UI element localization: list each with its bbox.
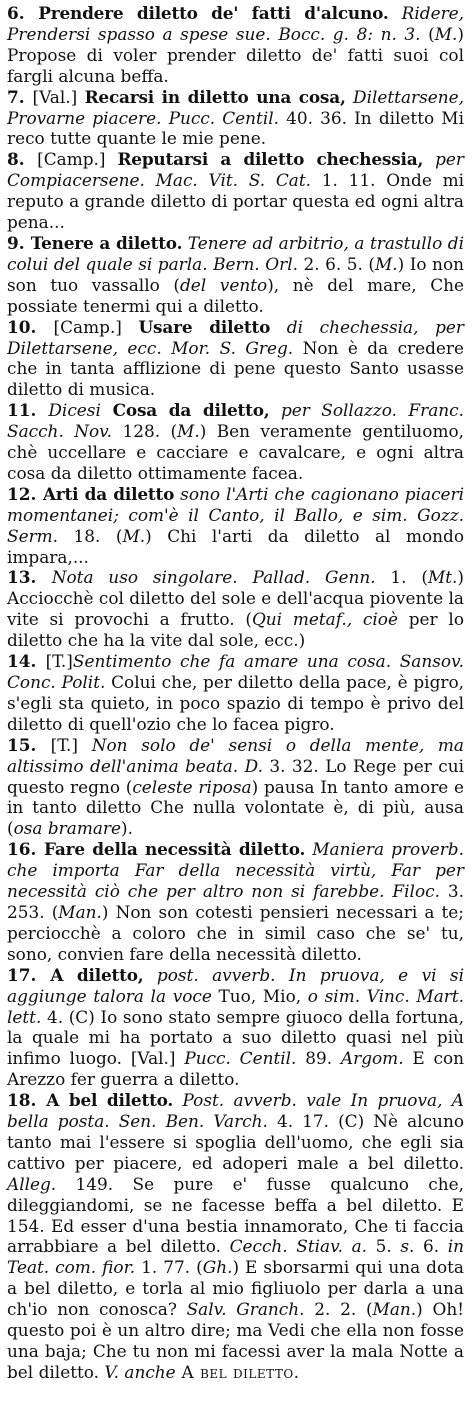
italic-text: di chechessia, per Dilettarsene, ecc. Mor. S. Greg. <box>7 316 464 358</box>
entry-number: 8. <box>7 149 38 170</box>
dictionary-entry-e11 <box>7 400 464 484</box>
body-text: per lo diletto che ha la vite dal sole, ecc.) <box>7 609 464 651</box>
body-text: 128. ( <box>112 421 178 442</box>
body-text: 149. Se pure e' fusse qualcuno che, dileggiandomi, se ne facesse beffa a bel diletto. E 154. Ed esser d'una bestia innamorato, Che ti faccia arrabbiare a bel diletto. <box>7 1173 464 1257</box>
italic-text: Man. <box>372 1299 417 1320</box>
body-text: ) Chi l'arti da diletto al mondo impara,... <box>7 525 464 567</box>
dictionary-entry-e17 <box>7 965 464 1090</box>
italic-text: Man. <box>58 901 102 922</box>
body-text: 4. 17. (C) Nè alcuno tanto mai l'essere si spoglia dell'uomo, che egli sia cattivo per piacere, ed adoperi male a bel diletto. <box>7 1111 464 1173</box>
entry-headword: Fare della necessità diletto. <box>44 839 306 860</box>
dictionary-entry-e15 <box>7 735 464 840</box>
dictionary-entry-e13 <box>7 567 464 651</box>
body-text: 1. 77. ( <box>135 1257 203 1278</box>
entry-number: 13. <box>7 567 52 588</box>
italic-text: osa bramare <box>13 818 121 839</box>
body-text: Tuo, Mio, <box>211 985 302 1006</box>
entry-number: 17. <box>7 964 51 985</box>
entry-number: 7. <box>7 86 33 107</box>
italic-text: Mt. <box>427 567 458 588</box>
italic-text: Gh. <box>202 1257 233 1278</box>
entry-headword: Prendere diletto de' fatti d'alcuno. <box>38 3 389 23</box>
body-text: [Val.] <box>32 86 85 107</box>
italic-text: Maniera proverb. che importa Far della necessità virtù, Far per necessità ciò che per altro non si farebbe. Filoc. <box>7 839 464 902</box>
dictionary-entry-e14 <box>7 651 464 735</box>
dictionary-entry-e9 <box>7 233 464 317</box>
entry-headword: Recarsi in diletto una cosa, <box>84 86 346 107</box>
body-text: 1. ( <box>375 567 428 588</box>
dictionary-entry-e7 <box>7 87 464 150</box>
body-text: ) Propose di voler prender diletto de' fatti suoi col fargli alcuna beffa. <box>7 23 464 86</box>
body-text: 1. 11. Onde mi reputo a grande diletto di portar questa ed ogni altra pena... <box>7 170 465 233</box>
italic-text: Post. avverb. vale In pruova, A bella posta. Sen. Ben. Varch. <box>7 1090 464 1132</box>
body-text: ) Oh! questo poi è un altro dire; ma Vedi che ella non fosse una baja; Che tu non mi facessi aver la mala Notte a bel diletto. <box>7 1299 464 1382</box>
body-text: Colui che, per diletto della pace, è pigro, s'egli sta quieto, in poco spazio di tempo è privo del diletto di quell'ozio che lo facea pigro. <box>7 672 464 734</box>
entry-number: 12. <box>7 483 43 504</box>
italic-text: Tenere ad arbitrio, a trastullo di colui del quale si parla. Bern. Orl. <box>7 232 465 274</box>
entry-number: 14. <box>7 651 46 672</box>
body-text: 40. 36. In diletto Mi reco tutte quante le mie pene. <box>7 107 464 149</box>
body-text: E con Arezzo fer guerra a diletto. <box>7 1048 465 1090</box>
body-text: 89. <box>296 1048 341 1069</box>
italic-text: M. <box>177 421 200 442</box>
body-text: 18. ( <box>58 525 123 546</box>
body-text: 2. 2. ( <box>304 1299 373 1320</box>
entry-number: 6. <box>7 3 39 23</box>
entry-headword: A diletto, <box>50 964 144 985</box>
body-text: 4. (C) Io sono stato sempre giuoco della fortuna, la quale mi ha portato a suo diletto quasi nel più infimo luogo. [Val.] <box>7 1006 464 1069</box>
entry-headword: Usare diletto <box>138 316 271 337</box>
italic-text: Ridere, Prendersi spasso a spese sue. Bocc. g. 8: n. 3. <box>7 3 465 44</box>
dictionary-entry-e10 <box>7 317 464 401</box>
entry-number: 18. <box>7 1090 47 1111</box>
italic-text: Qui metaf., cioè <box>251 609 398 630</box>
entry-number: 15. <box>7 734 51 755</box>
italic-text: o sim. Vinc. Mart. lett. <box>7 985 465 1027</box>
dictionary-entry-e12 <box>7 484 464 568</box>
italic-text: Dilettarsene, Provarne piacere. Pucc. Centil. <box>7 86 465 128</box>
body-text: [Camp.] <box>53 316 139 337</box>
italic-text: s. <box>400 1236 415 1257</box>
body-text: ), nè del mare, Che possiate tenermi qui a diletto. <box>7 274 465 316</box>
body-text: ) Ben veramente gentiluomo, chè uccellare e cacciare e cavalcare, e ogni altra cosa da diletto ottimamente facea. <box>7 421 464 483</box>
italic-text: per Compiacersene. Mac. Vit. S. Cat. <box>7 149 464 191</box>
entry-number: 16. <box>7 839 45 860</box>
dictionary-entry-e8 <box>7 149 464 233</box>
body-text: 3. 253. ( <box>7 881 464 922</box>
cross-reference: A bel diletto. <box>175 1361 300 1382</box>
italic-text: Cecch. Stiav. a. <box>229 1236 368 1257</box>
dictionary-entry-e18 <box>7 1090 464 1383</box>
body-text: ) E sborsarmi qui una dota a bel diletto, e torla al mio figliuolo per darla a una ch'io non conosca? <box>7 1257 464 1320</box>
body-text: ) Acciocchè col diletto del sole e dell'acqua piovente la vite si provochi a frutto. ( <box>7 567 464 630</box>
dictionary-entry-e6 <box>7 3 464 87</box>
body-text: ) Io non son tuo vassallo ( <box>7 253 464 295</box>
body-text: 2. 6. 5. ( <box>298 253 375 274</box>
body-text: ( <box>420 23 435 44</box>
dictionary-entry-e16 <box>7 839 464 964</box>
italic-text: Pucc. Centil. <box>184 1048 297 1069</box>
italic-text: Dicesi <box>48 400 101 421</box>
italic-text: sono l'Arti che cagionano piaceri momentanei; com'è il Canto, il Ballo, e sim. Gozz. Serm. <box>7 483 465 546</box>
italic-text: M. <box>122 525 146 546</box>
body-text: ) pausa In tanto amore e in tanto diletto Che nulla volontate è, di più, ausa ( <box>7 776 465 839</box>
italic-text: post. avverb. In pruova, e vi si aggiunge talora la voce <box>7 964 464 1006</box>
body-text: ). <box>120 818 133 839</box>
italic-text: Nota uso singolare. Pallad. Genn. <box>51 567 376 588</box>
italic-text: M. <box>434 23 458 44</box>
italic-text: Sentimento che fa amare una cosa. Sansov. Conc. Polit. <box>7 651 464 692</box>
italic-text: Alleg. <box>7 1173 57 1194</box>
italic-text: in Teat. com. fior. <box>7 1236 465 1278</box>
body-text: ) Non son cotesti pensieri necessari a te; perciocchè a coloro che in simil caso che se' tu, sono, convien fare della necessità diletto. <box>7 901 464 964</box>
body-text: 3. 32. Lo Rege per cui questo regno ( <box>7 755 464 797</box>
entry-headword: Tenere a diletto. <box>30 232 183 253</box>
entry-headword: Arti da diletto <box>42 483 175 504</box>
entry-number: 10. <box>7 316 54 337</box>
body-text: [T.] <box>50 734 92 755</box>
italic-text: del vento <box>179 274 268 295</box>
italic-text: M. <box>374 253 398 274</box>
italic-text: Argom. <box>340 1048 404 1069</box>
entry-headword: Cosa da diletto, <box>100 400 270 421</box>
italic-text: Non solo de' sensi o della mente, ma altissimo dell'anima beata. D. <box>7 734 464 776</box>
body-text: Non è da credere che in tanta afflizione di pene questo Santo usasse diletto di musica. <box>7 337 464 400</box>
body-text: 5. <box>367 1236 401 1257</box>
body-text: [Camp.] <box>37 149 118 170</box>
entry-headword: A bel diletto. <box>46 1090 174 1111</box>
italic-text: V. anche <box>104 1361 176 1382</box>
italic-text: per Sollazzo. Franc. Sacch. Nov. <box>7 400 464 442</box>
entry-number: 9. <box>7 232 31 253</box>
body-text: [T.] <box>45 651 73 672</box>
entry-number: 11. <box>7 400 49 421</box>
entry-headword: Reputarsi a diletto chechessia, <box>117 149 424 170</box>
italic-text: Salv. Granch. <box>186 1299 305 1320</box>
italic-text: celeste riposa <box>132 776 252 797</box>
body-text: 6. <box>414 1236 448 1257</box>
